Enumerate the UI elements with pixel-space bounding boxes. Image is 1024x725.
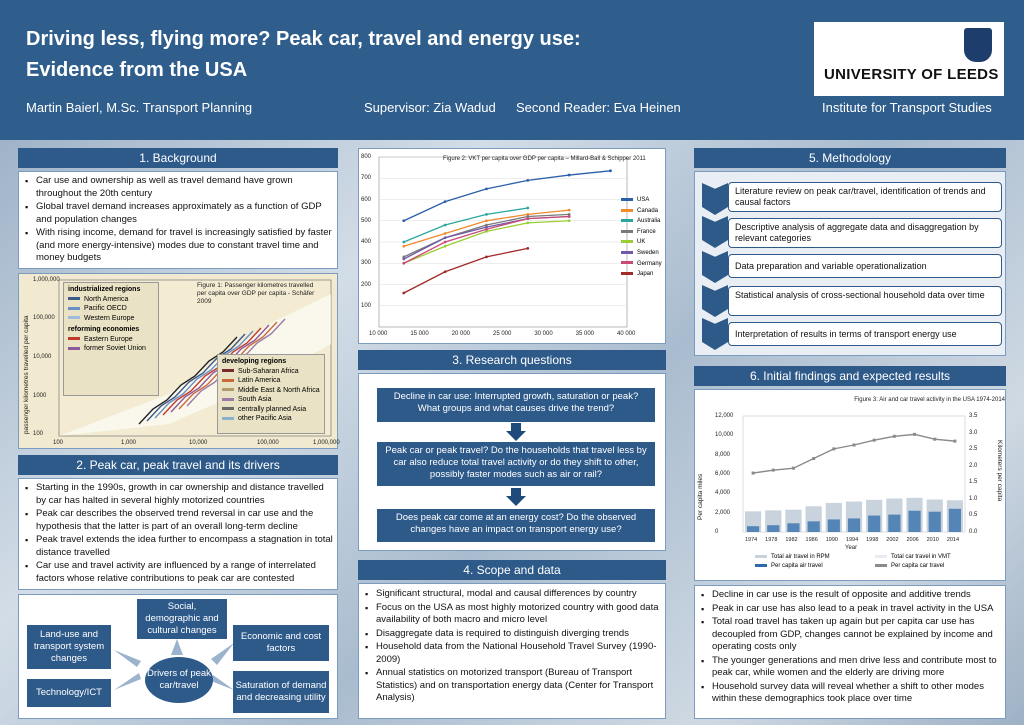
figure-3-caption: Figure 3: Air and car travel activity in the USA 1974-2014 — [854, 397, 1005, 403]
data-point — [444, 200, 447, 203]
tick-label: 600 — [361, 196, 372, 203]
findings-bullet: ▪ Household survey data will reveal whether a shift to other modes within these demographics took place over time — [701, 681, 1003, 706]
driver-economic: Economic and cost factors — [233, 625, 329, 661]
university-logo: UNIVERSITY OF LEEDS — [814, 22, 1004, 96]
data-point — [933, 438, 936, 441]
legend-item — [68, 295, 154, 305]
data-point — [444, 236, 447, 239]
research-question-2: Peak car or peak travel? Do the households that travel less by car also reduce total travel activity or do they shift to other, possibly faster modes such as air or rail? — [377, 442, 655, 486]
legend-swatch — [621, 198, 633, 201]
tick-label: 100 — [33, 431, 44, 437]
tick-label: 30 000 — [534, 331, 553, 337]
data-point — [402, 258, 405, 261]
arrow-down-icon — [506, 488, 526, 506]
legend-item — [621, 216, 662, 227]
bar — [908, 511, 920, 532]
tick-label: 200 — [361, 281, 372, 288]
method-step-1: Literature review on peak car/travel, identification of trends and causal factors — [728, 182, 1002, 212]
tick-label: 1986 — [805, 537, 818, 543]
tick-label: 4,000 — [715, 490, 731, 497]
data-point — [953, 440, 956, 443]
tick-label: 20 000 — [451, 331, 471, 337]
figure-1-y-label: passenger kilometres travelled per capita — [23, 315, 30, 434]
bar — [868, 516, 880, 532]
legend-label: former Soviet Union — [84, 345, 146, 352]
data-point — [568, 219, 571, 222]
tick-label: 10,000 — [715, 432, 734, 439]
legend-item — [222, 414, 320, 424]
section-scope-title: 4. Scope and data — [358, 560, 666, 580]
legend-item — [222, 386, 320, 396]
tick-label: 2002 — [886, 537, 899, 543]
tick-label: 1982 — [785, 537, 798, 543]
tick-label: 12,000 — [715, 413, 734, 419]
legend-item — [621, 269, 662, 280]
tick-label: 0 — [715, 529, 719, 535]
legend-item — [68, 304, 154, 314]
scope-bullet: ▪ Annual statistics on motorized transport (Bureau of Transport Statistics) and on transportation energy data (Center for Transport Analysis) — [365, 667, 663, 705]
data-point — [402, 262, 405, 265]
legend-swatch — [222, 417, 234, 420]
tick-label: 2010 — [926, 537, 939, 543]
legend-swatch — [621, 240, 633, 243]
legend-label: centrally planned Asia — [238, 405, 307, 413]
driver-technology: Technology/ICT — [27, 679, 111, 707]
legend-label: France — [637, 228, 656, 235]
tick-label: 2006 — [906, 537, 919, 543]
background-bullet: ▪ With rising income, demand for travel is increasingly satisfied by faster (and more energy-intensive) modes due to constant travel time and money budgets — [25, 227, 333, 265]
legend-swatch — [621, 230, 633, 233]
method-step-4: Statistical analysis of cross-sectional household data over time — [728, 286, 1002, 316]
legend-item — [68, 344, 154, 354]
tick-label: 8,000 — [715, 451, 731, 458]
legend-label: USA — [637, 197, 650, 203]
legend-item — [222, 395, 320, 405]
data-point — [526, 221, 529, 224]
data-point — [526, 217, 529, 220]
tick-label: 1,000,000 — [313, 440, 340, 446]
second-reader: Second Reader: Eva Heinen — [516, 100, 681, 115]
findings-bullet: ▪ Total road travel has taken up again but per capita car use has decoupled from GDP, changes cannot be explained by income and operating costs only — [701, 616, 1003, 654]
shield-icon — [964, 28, 992, 62]
tick-label: 25 000 — [493, 331, 512, 337]
legend-swatch — [222, 369, 234, 372]
data-point — [609, 169, 612, 172]
section-peak-car-title: 2. Peak car, peak travel and its drivers — [18, 455, 338, 475]
peak-car-bullet: ▪ Car use and travel activity are influenced by a range of interrelated factors whose relative contributions to peak car are contested — [25, 560, 335, 585]
scope-bullet: ▪ Household data from the National Household Travel Survey (1990-2009) — [365, 641, 663, 666]
figure-3-legend — [755, 553, 995, 571]
section-background-title: 1. Background — [18, 148, 338, 168]
legend-item — [621, 195, 662, 206]
method-step-3: Data preparation and variable operationalization — [728, 254, 1002, 278]
data-point — [402, 292, 405, 295]
figure-3-y-label: Per capita miles — [697, 473, 704, 520]
research-question-1: Decline in car use: Interrupted growth, saturation or peak? What groups and what causes drive the trend? — [377, 388, 655, 422]
legend-label: Australia — [637, 218, 661, 225]
data-point — [752, 472, 755, 475]
figure-1-legend-left: industrialized regions North America Pacific OECD Western Europe reforming economies Eastern Europe former Soviet Union — [63, 282, 159, 396]
bar — [767, 525, 779, 532]
legend-item — [875, 553, 995, 562]
legend-swatch — [875, 555, 887, 558]
scope-bullet: ▪ Disaggregate data is required to distinguish diverging trends — [365, 628, 663, 641]
figure-2-legend — [621, 195, 662, 280]
findings-panel — [694, 585, 1006, 719]
legend-label: Eastern Europe — [84, 335, 133, 343]
tick-label: 6,000 — [715, 471, 731, 477]
legend-label: South Asia — [238, 396, 272, 403]
legend-label: Pacific OECD — [84, 305, 127, 312]
findings-bullets — [701, 589, 1003, 707]
peak-car-bullets — [25, 482, 335, 586]
figure-2-caption: Figure 2: VKT per capita over GDP per capita – Millard-Ball & Schipper 2011 — [443, 156, 646, 162]
legend-label: Per capita car travel — [891, 563, 945, 569]
legend-swatch — [755, 564, 767, 567]
bar — [888, 515, 900, 532]
data-point — [792, 467, 795, 470]
tick-label: 1998 — [866, 537, 879, 543]
data-point — [444, 241, 447, 244]
legend-swatch — [621, 261, 633, 264]
legend-item — [755, 553, 875, 562]
poster-header — [0, 0, 1024, 140]
bar — [787, 523, 799, 532]
legend-swatch — [621, 219, 633, 222]
tick-label: 0.0 — [969, 529, 978, 535]
bar — [828, 519, 840, 532]
peak-car-bullet: ▪ Starting in the 1990s, growth in car ownership and distance travelled by car has halted in several highly motorized countries — [25, 482, 335, 507]
legend-swatch — [222, 388, 234, 391]
peak-car-panel — [18, 478, 338, 590]
tick-label: 1,000 — [121, 440, 137, 446]
data-point — [485, 219, 488, 222]
poster-title: Driving less, flying more? Peak car, travel and energy use: Evidence from the USA — [26, 28, 581, 81]
data-point — [485, 213, 488, 216]
bar — [747, 526, 759, 532]
method-step-5: Interpretation of results in terms of transport energy use — [728, 322, 1002, 346]
data-point — [913, 433, 916, 436]
legend-label: Latin America — [238, 377, 281, 384]
method-step-2: Descriptive analysis of aggregate data and disaggregation by relevant categories — [728, 218, 1002, 248]
legend-item — [621, 259, 662, 270]
tick-label: 400 — [361, 239, 372, 245]
legend-item — [621, 237, 662, 248]
figure-1-caption: Figure 1: Passenger kilometres travelled per capita over GDP per capita - Schäfer 2009 — [197, 282, 315, 305]
bar — [949, 509, 961, 532]
legend-item — [222, 405, 320, 415]
data-point — [485, 255, 488, 258]
tick-label: 15 000 — [410, 331, 429, 337]
legend-label: Middle East & North Africa — [238, 386, 320, 394]
section-methodology-title: 5. Methodology — [694, 148, 1006, 168]
peak-car-bullet: ▪ Peak travel extends the idea further to encompass a stagnation in total distance travelled — [25, 534, 335, 559]
tick-label: 300 — [361, 260, 372, 267]
findings-bullet: ▪ Peak in car use has also lead to a peak in travel activity in the USA — [701, 603, 1003, 616]
tick-label: 100,000 — [33, 315, 55, 321]
data-point — [444, 245, 447, 248]
tick-label: 3.5 — [969, 413, 978, 419]
research-question-3: Does peak car come at an energy cost? Do the observed changes have an impact on transport energy use? — [377, 509, 655, 542]
scope-panel — [358, 583, 666, 719]
tick-label: 1.0 — [969, 495, 978, 502]
legend-label: Japan — [637, 271, 654, 278]
background-bullet: ▪ Car use and ownership as well as travel demand have grown throughout the 20th century — [25, 175, 333, 200]
data-point — [444, 224, 447, 227]
data-point — [873, 439, 876, 442]
tick-label: 35 000 — [575, 331, 595, 337]
legend-label: Germany — [637, 260, 662, 267]
legend-label: Total car travel in VMT — [891, 554, 951, 560]
tick-label: 800 — [361, 154, 372, 160]
peak-car-bullet: ▪ Peak car describes the observed trend reversal in car use and the hypothesis that the latter is part of an overall long-term decline — [25, 508, 335, 533]
findings-bullet: ▪ The younger generations and men drive less and contribute most to peak car, while women and the elderly are driving more — [701, 655, 1003, 680]
legend-item — [621, 227, 662, 238]
scope-bullet: ▪ Focus on the USA as most highly motorized country with good data availability of both macro and micro level — [365, 602, 663, 627]
tick-label: 2014 — [946, 537, 960, 543]
scope-bullet: ▪ Significant structural, modal and causal differences by country — [365, 588, 663, 601]
legend-swatch — [68, 347, 80, 350]
data-point — [772, 469, 775, 472]
institute: Institute for Transport Studies — [822, 100, 992, 115]
findings-bullet: ▪ Decline in car use is the result of opposite and additive trends — [701, 589, 1003, 602]
tick-label: 700 — [361, 175, 372, 182]
arrow-down-icon — [506, 423, 526, 441]
background-bullet: ▪ Global travel demand increases approximately as a function of GDP and population changes — [25, 201, 333, 226]
legend-label: UK — [637, 239, 646, 246]
legend-label: North America — [84, 295, 129, 303]
data-point — [893, 435, 896, 438]
figure-3 — [694, 389, 1006, 581]
legend-swatch — [222, 398, 234, 401]
tick-label: 100 — [53, 440, 64, 446]
legend-label: Canada — [637, 207, 659, 214]
tick-label: 2,000 — [715, 509, 731, 516]
tick-label: 2.0 — [969, 462, 978, 469]
tick-label: 10,000 — [189, 440, 208, 446]
data-point — [568, 174, 571, 177]
legend-item — [222, 367, 320, 377]
driver-saturation: Saturation of demand and decreasing utility — [233, 671, 329, 713]
legend-item — [68, 335, 154, 345]
tick-label: 0.5 — [969, 512, 978, 519]
data-point — [812, 457, 815, 460]
data-point — [853, 444, 856, 447]
tick-label: 10 000 — [369, 331, 388, 337]
legend-swatch — [68, 297, 80, 300]
tick-label: 10,000 — [33, 354, 52, 360]
tick-label: 100,000 — [257, 440, 279, 446]
tick-label: 1,000,000 — [33, 277, 60, 283]
data-point — [444, 232, 447, 235]
supervisor: Supervisor: Zia Wadud — [364, 100, 496, 115]
legend-swatch — [68, 337, 80, 340]
background-bullets — [25, 175, 333, 266]
tick-label: 100 — [361, 302, 372, 309]
figure-3-y2-label: Kilometers per capita — [996, 440, 1003, 502]
legend-swatch — [68, 316, 80, 319]
drivers-center: Drivers of peak car/travel — [145, 657, 213, 703]
legend-swatch — [621, 272, 633, 275]
tick-label: 1.5 — [969, 479, 978, 486]
legend-swatch — [68, 307, 80, 310]
tick-label: 500 — [361, 217, 372, 224]
bar — [929, 512, 941, 532]
legend-swatch — [621, 209, 633, 212]
author: Martin Baierl, M.Sc. Transport Planning — [26, 100, 253, 115]
legend-label: Total air travel in RPM — [771, 554, 830, 560]
bar — [808, 521, 820, 532]
tick-label: 2.5 — [969, 446, 978, 453]
bar — [848, 518, 860, 532]
tick-label: 1978 — [765, 537, 778, 543]
legend-swatch — [222, 407, 234, 410]
legend-label: other Pacific Asia — [238, 415, 292, 422]
legend-label: Per capita air travel — [771, 563, 823, 569]
data-point — [402, 245, 405, 248]
data-point — [526, 179, 529, 182]
legend-label: Sub-Saharan Africa — [238, 367, 299, 375]
tick-label: 3.0 — [969, 429, 978, 436]
legend-swatch — [755, 555, 767, 558]
legend-label: Western Europe — [84, 314, 135, 322]
tick-label: 1974 — [745, 537, 758, 543]
legend-label: Sweden — [637, 249, 659, 256]
data-point — [485, 187, 488, 190]
legend-swatch — [621, 251, 633, 254]
driver-social: Social, demographic and cultural changes — [137, 599, 227, 639]
section-findings-title: 6. Initial findings and expected results — [694, 366, 1006, 386]
driver-land-use: Land-use and transport system changes — [27, 625, 111, 669]
legend-item — [222, 376, 320, 386]
legend-item — [68, 314, 154, 324]
legend-item — [621, 248, 662, 259]
data-point — [485, 228, 488, 231]
data-point — [402, 241, 405, 244]
legend-item — [621, 206, 662, 217]
figure-1-legend-right: developing regions Sub-Saharan Africa Latin America Middle East & North Africa South Asia centrally planned Asia other Pacific Asia — [217, 354, 325, 434]
data-point — [832, 447, 835, 450]
figure-1 — [18, 273, 338, 449]
figure-2 — [358, 148, 666, 344]
background-panel — [18, 171, 338, 269]
legend-item — [755, 562, 875, 571]
tick-label: 1990 — [825, 537, 838, 543]
data-point — [526, 247, 529, 250]
data-point — [568, 215, 571, 218]
data-point — [444, 270, 447, 273]
tick-label: 1994 — [845, 537, 859, 543]
section-research-title: 3. Research questions — [358, 350, 666, 370]
tick-label: 40 000 — [617, 331, 636, 337]
legend-swatch — [222, 379, 234, 382]
data-point — [402, 219, 405, 222]
data-point — [526, 207, 529, 210]
scope-bullets — [365, 588, 663, 706]
drivers-diagram — [18, 594, 338, 719]
data-point — [568, 209, 571, 212]
tick-label: 1000 — [33, 393, 47, 399]
legend-swatch — [875, 564, 887, 567]
figure-3-x-label: Year — [845, 545, 858, 551]
legend-item — [875, 562, 995, 571]
